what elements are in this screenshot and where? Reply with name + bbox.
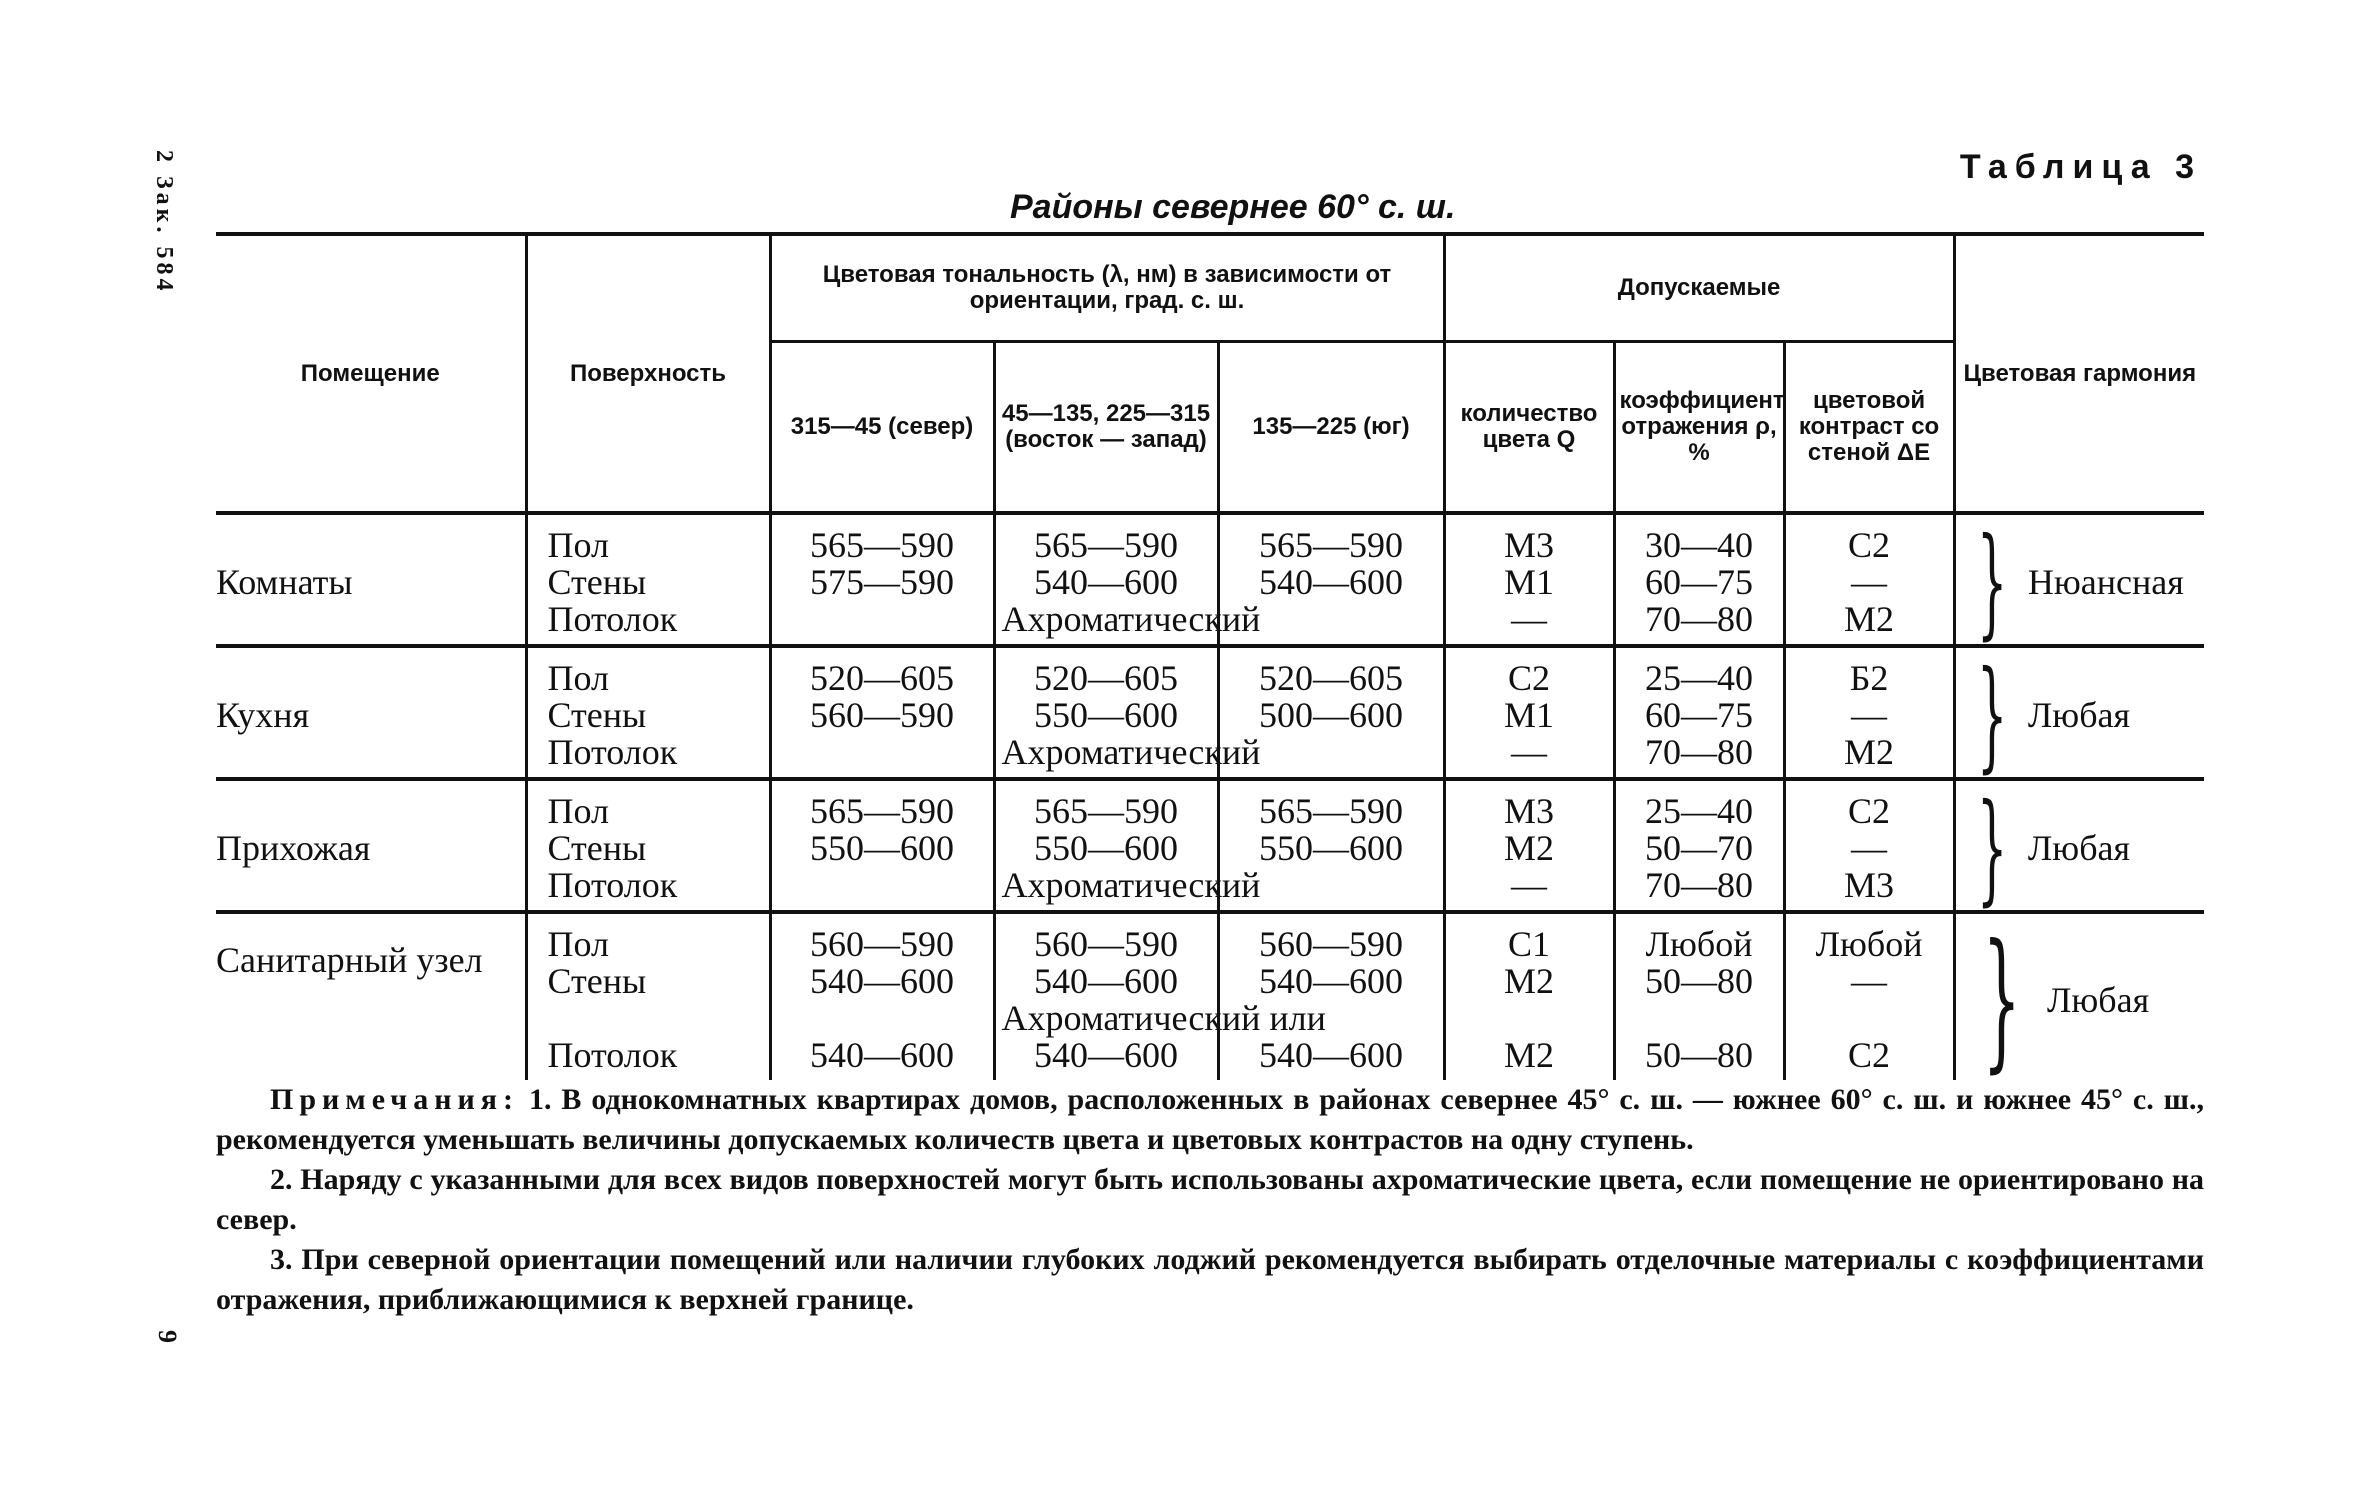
rho-value: 25—40 [1645, 791, 1754, 831]
rho-value: 25—40 [1645, 658, 1754, 698]
tone-value: 520—605 [810, 658, 954, 698]
header-tone-north: 315—45 (север) [770, 342, 994, 514]
tone-value: 540—600 [1259, 961, 1403, 1001]
brace-icon: } [1976, 513, 2007, 652]
tone-eastwest [994, 646, 1261, 779]
header-tone-south: 135—225 (юг) [1218, 342, 1444, 514]
de-value: — [1851, 695, 1888, 735]
margin-order-number: 2 Зак. 584 [151, 150, 177, 295]
tone-value: 560—590 [810, 924, 954, 964]
rho-value: 50—80 [1645, 1035, 1754, 1075]
rho-value: 50—80 [1645, 961, 1754, 1001]
de-value: М2 [1844, 732, 1895, 772]
achromatic-label: Ахроматический или [1001, 998, 1326, 1038]
tone-value: 560—590 [1259, 924, 1403, 964]
tone-value: 560—590 [810, 695, 954, 735]
brace-icon: } [1976, 646, 2007, 785]
reflection [1614, 779, 1784, 912]
header-tone-group: Цветовая тональность (λ, нм) в зависимости от ориентации, град. с. ш. [770, 234, 1444, 342]
rho-value: Любой [1645, 924, 1753, 964]
achromatic-label: Ахроматический [1001, 599, 1261, 639]
de-value: Б2 [1849, 658, 1889, 698]
contrast [1784, 513, 1954, 646]
contrast [1784, 912, 1954, 1080]
table-caption: Районы севернее 60° с. ш. [1010, 188, 1456, 226]
page-number: 9 [153, 1330, 182, 1343]
q-value: М3 [1504, 525, 1555, 565]
tone-value: 565—590 [1034, 525, 1178, 565]
table-row [216, 912, 2204, 1080]
tone-value: 550—600 [1034, 828, 1178, 868]
harmony-value: Любая [2046, 979, 2150, 1020]
room-name: Прихожая [216, 779, 526, 912]
brace-icon: } [1982, 913, 2021, 1087]
header-room: Помещение [300, 359, 440, 387]
rho-value: 70—80 [1645, 732, 1754, 772]
surface-floor: Пол [547, 791, 609, 831]
surface-floor: Пол [547, 525, 609, 565]
tone-value: 565—590 [810, 525, 954, 565]
contrast [1784, 646, 1954, 779]
rho-value: 30—40 [1645, 525, 1754, 565]
header-harmony: Цветовая гармония [1954, 234, 2204, 513]
tone-value: 550—600 [1259, 828, 1403, 868]
achromatic-label: Ахроматический [1001, 732, 1261, 772]
surface-floor: Пол [547, 924, 609, 964]
note-3: 3. При северной ориентации помещений или наличии глубоких лоджий рекомендуется выбирать отделочные материалы с коэффициентами отражения, приближающимися к верхней границе. [216, 1243, 2204, 1316]
harmony-value: Любая [2027, 695, 2131, 735]
q-value: — [1511, 732, 1548, 772]
tone-value: 540—600 [1034, 1035, 1178, 1075]
surface-list [526, 513, 770, 646]
tone-eastwest [994, 779, 1261, 912]
header-tone-eastwest: 45—135, 225—315 (восток — запад) [994, 342, 1218, 514]
q-value: — [1511, 599, 1548, 639]
rho-value: 60—75 [1645, 695, 1754, 735]
tone-value: 550—600 [1034, 695, 1178, 735]
tone-eastwest [994, 513, 1261, 646]
surface-ceiling: Потолок [547, 732, 678, 772]
header-allowed-group: Допускаемые [1444, 234, 1954, 342]
q-value: М3 [1504, 791, 1555, 831]
tone-north [770, 912, 994, 1080]
tone-eastwest [994, 912, 1326, 1080]
q-value: М1 [1504, 562, 1555, 602]
q-value: М1 [1504, 695, 1555, 735]
header-contrast: цветовой контраст со стеной ΔE [1784, 342, 1954, 514]
achromatic-label: Ахроматический [1001, 865, 1261, 905]
tone-value: 540—600 [810, 1035, 954, 1075]
rho-value: 50—70 [1645, 828, 1754, 868]
notes-label: Примечания: [270, 1083, 520, 1116]
tone-value: 565—590 [1034, 791, 1178, 831]
header-color-quantity: количество цвета Q [1444, 342, 1614, 514]
tone-value: 565—590 [810, 791, 954, 831]
de-value: — [1851, 562, 1888, 602]
tone-value: 540—600 [810, 961, 954, 1001]
de-value: Любой [1815, 924, 1923, 964]
de-value: М3 [1844, 865, 1895, 905]
tone-south [1218, 912, 1444, 1080]
q-value: — [1511, 865, 1548, 905]
room-name: Кухня [216, 646, 526, 779]
tone-value: 540—600 [1034, 562, 1178, 602]
harmony-cell [1954, 779, 2204, 918]
tone-value: 500—600 [1259, 695, 1403, 735]
color-quantity [1444, 513, 1614, 646]
color-quantity [1444, 912, 1614, 1080]
table-row [216, 513, 2204, 646]
harmony-value: Нюансная [2027, 562, 2184, 602]
de-value: — [1851, 828, 1888, 868]
harmony-value: Любая [2027, 828, 2131, 868]
surface-list [526, 646, 770, 779]
table-row [216, 779, 2204, 912]
note-2: 2. Наряду с указанными для всех видов поверхностей могут быть использованы ахроматические цвета, если помещение не ориентировано на север. [216, 1163, 2204, 1236]
tone-value: 540—600 [1034, 961, 1178, 1001]
standards-table [216, 232, 2204, 1087]
header-reflection: коэффициент отражения ρ, % [1614, 342, 1784, 514]
reflection [1614, 513, 1784, 646]
de-value: С2 [1848, 791, 1891, 831]
harmony-cell [1954, 912, 2204, 1087]
notes [216, 1080, 2204, 1320]
surface-floor: Пол [547, 658, 609, 698]
color-quantity [1444, 779, 1614, 912]
tone-value: 560—590 [1034, 924, 1178, 964]
surface-walls: Стены [547, 961, 647, 1001]
q-value: С2 [1508, 658, 1551, 698]
reflection [1614, 646, 1784, 779]
surface-walls: Стены [547, 695, 647, 735]
surface-ceiling: Потолок [547, 599, 678, 639]
rho-value: 70—80 [1645, 599, 1754, 639]
table-number: Таблица 3 [1959, 148, 2202, 186]
rho-value: 60—75 [1645, 562, 1754, 602]
de-value: С2 [1848, 1035, 1891, 1075]
tone-value: 540—600 [1259, 562, 1403, 602]
q-value: С1 [1508, 924, 1551, 964]
surface-ceiling: Потолок [547, 865, 678, 905]
tone-value: 550—600 [810, 828, 954, 868]
table-row [216, 646, 2204, 779]
tone-value: 540—600 [1259, 1035, 1403, 1075]
surface-walls: Стены [547, 562, 647, 602]
tone-value: 575—590 [810, 562, 954, 602]
q-value: М2 [1504, 961, 1555, 1001]
de-value: — [1851, 961, 1888, 1001]
tone-value: 565—590 [1259, 791, 1403, 831]
color-quantity [1444, 646, 1614, 779]
contrast [1784, 779, 1954, 912]
harmony-cell [1954, 513, 2204, 652]
surface-list [526, 779, 770, 912]
tone-north [770, 513, 994, 646]
harmony-cell [1954, 646, 2204, 785]
note-1 [216, 1080, 2204, 1160]
brace-icon: } [1976, 779, 2007, 918]
tone-value: 520—605 [1034, 658, 1178, 698]
q-value: М2 [1504, 828, 1555, 868]
tone-value: 565—590 [1259, 525, 1403, 565]
q-value: М2 [1504, 1035, 1555, 1075]
surface-walls: Стены [547, 828, 647, 868]
tone-north [770, 779, 994, 912]
tone-value: 520—605 [1259, 658, 1403, 698]
tone-north [770, 646, 994, 779]
note-1-text: 1. В однокомнатных квартирах домов, расположенных в районах севернее 45° с. ш. — южнее 60° с. ш. и южнее 45° с. ш., рекомендуется уменьшать величины допускаемых количеств цвета и цветовых контрастов на одну ступень. [216, 1083, 2205, 1156]
surface-list [526, 912, 770, 1080]
header-surface: Поверхность [526, 234, 770, 513]
reflection [1614, 912, 1784, 1080]
room-name: Санитарный узел [216, 940, 483, 980]
room-name: Комнаты [216, 513, 526, 646]
surface-ceiling: Потолок [547, 1035, 678, 1075]
de-value: М2 [1844, 599, 1895, 639]
de-value: С2 [1848, 525, 1891, 565]
rho-value: 70—80 [1645, 865, 1754, 905]
